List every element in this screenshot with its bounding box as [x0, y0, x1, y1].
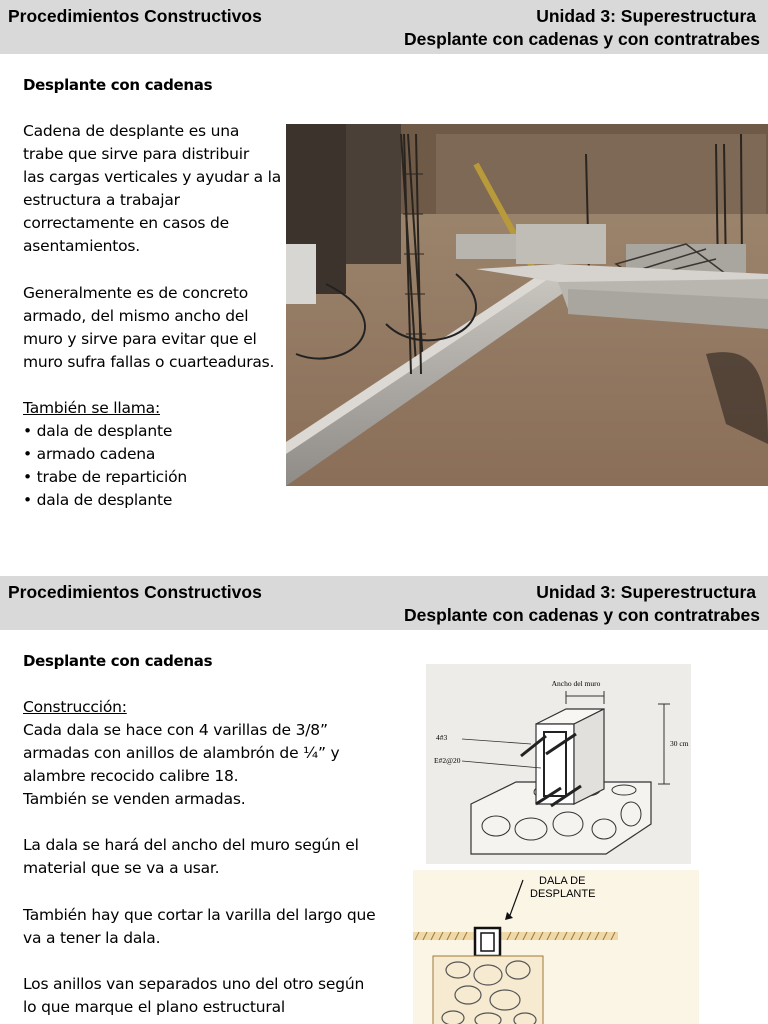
text-line: muro y sirve para evitar que el [23, 330, 257, 348]
unit-title: Unidad 3: Superestructura [536, 582, 756, 602]
alias-list-title: También se llama: [23, 399, 161, 417]
text-line: Generalmente es de concreto [23, 284, 249, 302]
text-line: alambre recocido calibre 18. [23, 767, 239, 785]
beam-reinforcement-sketch [426, 664, 691, 864]
text-line: armadas con anillos de alambrón de ¼” y [23, 744, 340, 762]
text-line: correctamente en casos de [23, 214, 230, 232]
bars-label: 4#3 [436, 733, 448, 742]
topic-title: Desplante con cadenas y con contratrabes [404, 29, 760, 49]
width-label: Ancho del muro [551, 679, 601, 688]
text-line: estructura a trabajar [23, 191, 180, 209]
construction-site-photo [286, 124, 768, 486]
slide-header [0, 0, 768, 54]
dala-label-line2: DESPLANTE [530, 888, 596, 900]
height-label: 30 cm [670, 739, 689, 748]
text-line: Cada dala se hace con 4 varillas de 3/8” [23, 721, 328, 739]
list-item: • dala de desplante [23, 422, 173, 440]
slide-subtitle: Desplante con cadenas [23, 76, 213, 94]
text-line: lo que marque el plano estructural [23, 998, 285, 1016]
text-line: Los anillos van separados uno del otro según [23, 975, 365, 993]
dala-label-line1: DALA DE [539, 875, 586, 887]
alias-list [23, 397, 187, 512]
dala-section-drawing [413, 870, 699, 1024]
material-paragraph [23, 282, 274, 374]
construction-section [23, 696, 339, 811]
text-line: material que se va a usar. [23, 859, 220, 877]
unit-title: Unidad 3: Superestructura [536, 6, 756, 26]
text-line: También hay que cortar la varilla del largo que [23, 906, 376, 924]
topic-title: Desplante con cadenas y con contratrabes [404, 605, 760, 625]
text-line: trabe que sirve para distribuir [23, 145, 250, 163]
rings-label: E#2@20 [434, 756, 461, 765]
rings-paragraph [23, 973, 364, 1019]
text-line: muro sufra fallas o cuarteaduras. [23, 353, 275, 371]
list-item: • armado cadena [23, 445, 156, 463]
text-line: También se venden armadas. [23, 790, 246, 808]
text-line: asentamientos. [23, 237, 141, 255]
text-line: Cadena de desplante es una [23, 122, 240, 140]
text-line: armado, del mismo ancho del [23, 307, 249, 325]
course-title: Procedimientos Constructivos [8, 582, 262, 602]
text-line: va a tener la dala. [23, 929, 161, 947]
slide-subtitle: Desplante con cadenas [23, 652, 213, 670]
text-line: La dala se hará del ancho del muro según el [23, 836, 359, 854]
slide-header [0, 576, 768, 630]
list-item: • dala de desplante [23, 491, 173, 509]
text-line: las cargas verticales y ayudar a la [23, 168, 282, 186]
width-paragraph [23, 834, 359, 880]
list-item: • trabe de repartición [23, 468, 188, 486]
definition-paragraph [23, 120, 281, 258]
course-title: Procedimientos Constructivos [8, 6, 262, 26]
section-title: Construcción: [23, 698, 127, 716]
slide-2 [0, 576, 768, 1024]
cut-paragraph [23, 904, 375, 950]
